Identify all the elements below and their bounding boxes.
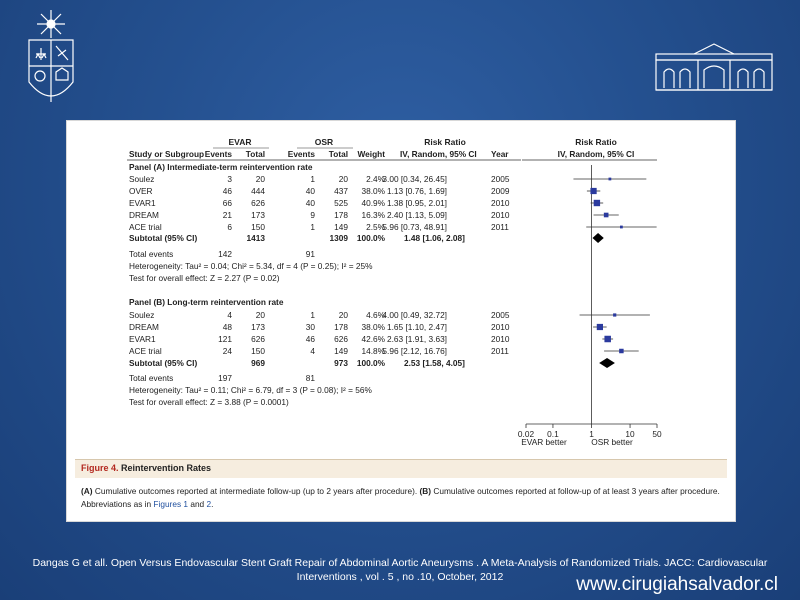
panel-a-title: Panel (A) Intermediate-term reintervention rate bbox=[129, 162, 313, 172]
study-marker bbox=[604, 336, 610, 342]
evar-events: 24 bbox=[222, 346, 232, 356]
study-name: ACE trial bbox=[129, 222, 162, 232]
study-name: EVAR1 bbox=[129, 334, 156, 344]
osr-total: 437 bbox=[334, 186, 348, 196]
panel-a-total-events-evar: 142 bbox=[218, 249, 232, 259]
osr-events: 1 bbox=[310, 310, 315, 320]
osr-total: 626 bbox=[334, 334, 348, 344]
study-year: 2010 bbox=[491, 198, 510, 208]
osr-events-header: Events bbox=[287, 149, 315, 159]
evar-events: 66 bbox=[222, 198, 232, 208]
evar-total: 626 bbox=[251, 334, 265, 344]
evar-total: 444 bbox=[251, 186, 265, 196]
study-ci: 1.38 [0.95, 2.01] bbox=[387, 198, 447, 208]
osr-total: 149 bbox=[334, 346, 348, 356]
study-weight: 2.4% bbox=[366, 174, 385, 184]
study-year: 2011 bbox=[491, 222, 509, 232]
study-marker bbox=[594, 200, 600, 206]
study-ci: 3.00 [0.34, 26.45] bbox=[382, 174, 447, 184]
caption-b-text: Cumulative outcomes reported at follow-up of at least 3 years after procedure. Abbreviations as in bbox=[81, 486, 720, 509]
figure-2-link[interactable]: 2 bbox=[206, 499, 212, 509]
panel-a-total-events-label: Total events bbox=[129, 249, 174, 259]
study-name: Soulez bbox=[129, 310, 155, 320]
study-marker bbox=[619, 349, 623, 353]
favours-osr-label: OSR better bbox=[591, 437, 633, 447]
weight-header: Weight bbox=[357, 149, 385, 159]
osr-total: 20 bbox=[338, 310, 348, 320]
panel-b-subtotal-ci: 2.53 [1.58, 4.05] bbox=[404, 358, 465, 368]
study-marker bbox=[613, 313, 616, 316]
website-url[interactable]: www.cirugiahsalvador.cl bbox=[576, 574, 778, 595]
x-axis-tick-label: 0.02 bbox=[517, 429, 535, 439]
panel-a-heterogeneity: Heterogeneity: Tau² = 0.04; Chi² = 5.34, df = 4 (P = 0.25); I² = 25% bbox=[129, 261, 373, 271]
caption-a-text: Cumulative outcomes reported at intermediate follow-up (up to 2 years after procedure). bbox=[94, 486, 418, 496]
evar-events: 46 bbox=[222, 186, 232, 196]
study-ci: 1.13 [0.76, 1.69] bbox=[387, 186, 447, 196]
risk-ratio-header: Risk Ratio bbox=[424, 137, 466, 147]
osr-events: 40 bbox=[305, 198, 315, 208]
study-year: 2009 bbox=[491, 186, 510, 196]
panel-b-title: Panel (B) Long-term reintervention rate bbox=[129, 297, 284, 307]
ci-header: IV, Random, 95% CI bbox=[400, 149, 477, 159]
evar-events-header: Events bbox=[204, 149, 232, 159]
study-ci: 5.96 [0.73, 48.91] bbox=[382, 222, 447, 232]
panel-b-subtotal-weight: 100.0% bbox=[356, 358, 385, 368]
evar-events: 3 bbox=[227, 174, 232, 184]
study-weight: 4.6% bbox=[366, 310, 385, 320]
caption-a-label: (A) bbox=[81, 486, 93, 496]
study-year: 2010 bbox=[491, 210, 510, 220]
university-crest-logo bbox=[24, 10, 78, 110]
evar-total: 626 bbox=[251, 198, 265, 208]
osr-events: 9 bbox=[310, 210, 315, 220]
panel-a-subtotal-evar-total: 1413 bbox=[246, 233, 265, 243]
panel-a-overall-effect: Test for overall effect: Z = 2.27 (P = 0.02) bbox=[129, 273, 280, 283]
pooled-estimate-diamond bbox=[592, 233, 603, 243]
figure-caption-text bbox=[81, 485, 721, 511]
citation-line-1: Dangas G et all. Open Versus Endovascular Stent Graft Repair of Abdominal Aortic Aneurysms . A Meta-Analysis of Randomized Trials. JACC: Cardiovascular bbox=[32, 557, 768, 569]
study-weight: 38.0% bbox=[361, 186, 385, 196]
evar-total-header: Total bbox=[245, 149, 265, 159]
osr-total: 20 bbox=[338, 174, 348, 184]
panel-b-heterogeneity: Heterogeneity: Tau² = 0.11; Chi² = 6.79, df = 3 (P = 0.08); I² = 56% bbox=[129, 385, 372, 395]
figure-title: Reintervention Rates bbox=[121, 463, 212, 473]
osr-events: 40 bbox=[305, 186, 315, 196]
evar-total: 173 bbox=[251, 322, 265, 332]
study-weight: 42.6% bbox=[361, 334, 385, 344]
study-ci: 2.40 [1.13, 5.09] bbox=[387, 210, 447, 220]
study-name: EVAR1 bbox=[129, 198, 156, 208]
study-year: 2011 bbox=[491, 346, 509, 356]
x-axis-tick-label: 10 bbox=[625, 429, 635, 439]
plot-ci-header: IV, Random, 95% CI bbox=[557, 149, 635, 159]
x-axis-tick-label: 50 bbox=[652, 429, 662, 439]
study-name: ACE trial bbox=[129, 346, 162, 356]
osr-events: 46 bbox=[305, 334, 315, 344]
osr-total: 149 bbox=[334, 222, 348, 232]
evar-events: 48 bbox=[222, 322, 232, 332]
evar-events: 121 bbox=[218, 334, 232, 344]
study-ci: 1.65 [1.10, 2.47] bbox=[387, 322, 447, 332]
evar-header: EVAR bbox=[228, 137, 252, 147]
study-name: Soulez bbox=[129, 174, 155, 184]
study-weight: 2.5% bbox=[366, 222, 385, 232]
x-axis-tick-label: 1 bbox=[589, 429, 594, 439]
study-ci: 2.63 [1.91, 3.63] bbox=[387, 334, 447, 344]
figure-caption-title bbox=[81, 463, 211, 473]
x-axis-tick-label: 0.1 bbox=[547, 429, 559, 439]
caption-end: . bbox=[211, 499, 214, 509]
panel-b-total-events-osr: 81 bbox=[305, 373, 315, 383]
favours-evar-label: EVAR better bbox=[521, 437, 567, 447]
panel-a-subtotal-osr-total: 1309 bbox=[329, 233, 348, 243]
risk-ratio-plot-header: Risk Ratio bbox=[575, 137, 617, 147]
study-ci: 5.96 [2.12, 16.76] bbox=[382, 346, 447, 356]
study-marker bbox=[609, 178, 612, 181]
pooled-estimate-diamond bbox=[599, 358, 615, 368]
osr-events: 1 bbox=[310, 222, 315, 232]
evar-total: 20 bbox=[255, 174, 265, 184]
evar-total: 150 bbox=[251, 346, 265, 356]
figure-caption-bar bbox=[75, 459, 727, 478]
osr-total: 525 bbox=[334, 198, 348, 208]
evar-events: 6 bbox=[227, 222, 232, 232]
year-header: Year bbox=[491, 149, 509, 159]
study-name: DREAM bbox=[129, 210, 159, 220]
panel-a-subtotal-label: Subtotal (95% CI) bbox=[129, 233, 198, 243]
panel-b-overall-effect: Test for overall effect: Z = 3.88 (P = 0.0001) bbox=[129, 397, 289, 407]
hospital-building-logo bbox=[654, 42, 774, 92]
study-ci: 4.00 [0.49, 32.72] bbox=[382, 310, 447, 320]
osr-events: 4 bbox=[310, 346, 315, 356]
study-year: 2005 bbox=[491, 310, 510, 320]
panel-b-subtotal-osr-total: 973 bbox=[334, 358, 348, 368]
panel-b-total-events-label: Total events bbox=[129, 373, 174, 383]
evar-total: 20 bbox=[255, 310, 265, 320]
figures-1-link[interactable]: Figures 1 bbox=[153, 499, 189, 509]
panel-b-subtotal-label: Subtotal (95% CI) bbox=[129, 358, 198, 368]
osr-header: OSR bbox=[314, 137, 334, 147]
osr-total: 178 bbox=[334, 210, 348, 220]
osr-events: 1 bbox=[310, 174, 315, 184]
study-name: OVER bbox=[129, 186, 153, 196]
study-weight: 16.3% bbox=[361, 210, 385, 220]
study-column-header: Study or Subgroup bbox=[129, 149, 205, 159]
figure-card bbox=[66, 120, 736, 522]
study-year: 2005 bbox=[491, 174, 510, 184]
evar-events: 21 bbox=[222, 210, 232, 220]
caption-and: and bbox=[190, 499, 205, 509]
caption-b-label: (B) bbox=[419, 486, 432, 496]
study-marker bbox=[604, 213, 609, 218]
osr-total-header: Total bbox=[328, 149, 348, 159]
forest-plot-figure bbox=[67, 121, 735, 457]
panel-b-total-events-evar: 197 bbox=[218, 373, 232, 383]
study-marker bbox=[597, 324, 603, 330]
evar-total: 173 bbox=[251, 210, 265, 220]
study-name: DREAM bbox=[129, 322, 159, 332]
panel-a-total-events-osr: 91 bbox=[305, 249, 315, 259]
study-year: 2010 bbox=[491, 334, 510, 344]
study-marker bbox=[590, 188, 596, 194]
evar-total: 150 bbox=[251, 222, 265, 232]
osr-total: 178 bbox=[334, 322, 348, 332]
figure-label: Figure 4. bbox=[81, 463, 119, 473]
study-weight: 40.9% bbox=[361, 198, 385, 208]
study-marker bbox=[620, 226, 623, 229]
panel-a-subtotal-ci: 1.48 [1.06, 2.08] bbox=[404, 233, 465, 243]
study-weight: 14.8% bbox=[361, 346, 385, 356]
citation-line-2: Interventions , vol . 5 , no .10, October, 2012 bbox=[296, 571, 504, 583]
panel-a-subtotal-weight: 100.0% bbox=[356, 233, 385, 243]
evar-events: 4 bbox=[227, 310, 232, 320]
osr-events: 30 bbox=[305, 322, 315, 332]
study-weight: 38.0% bbox=[361, 322, 385, 332]
study-year: 2010 bbox=[491, 322, 510, 332]
panel-b-subtotal-evar-total: 969 bbox=[251, 358, 265, 368]
